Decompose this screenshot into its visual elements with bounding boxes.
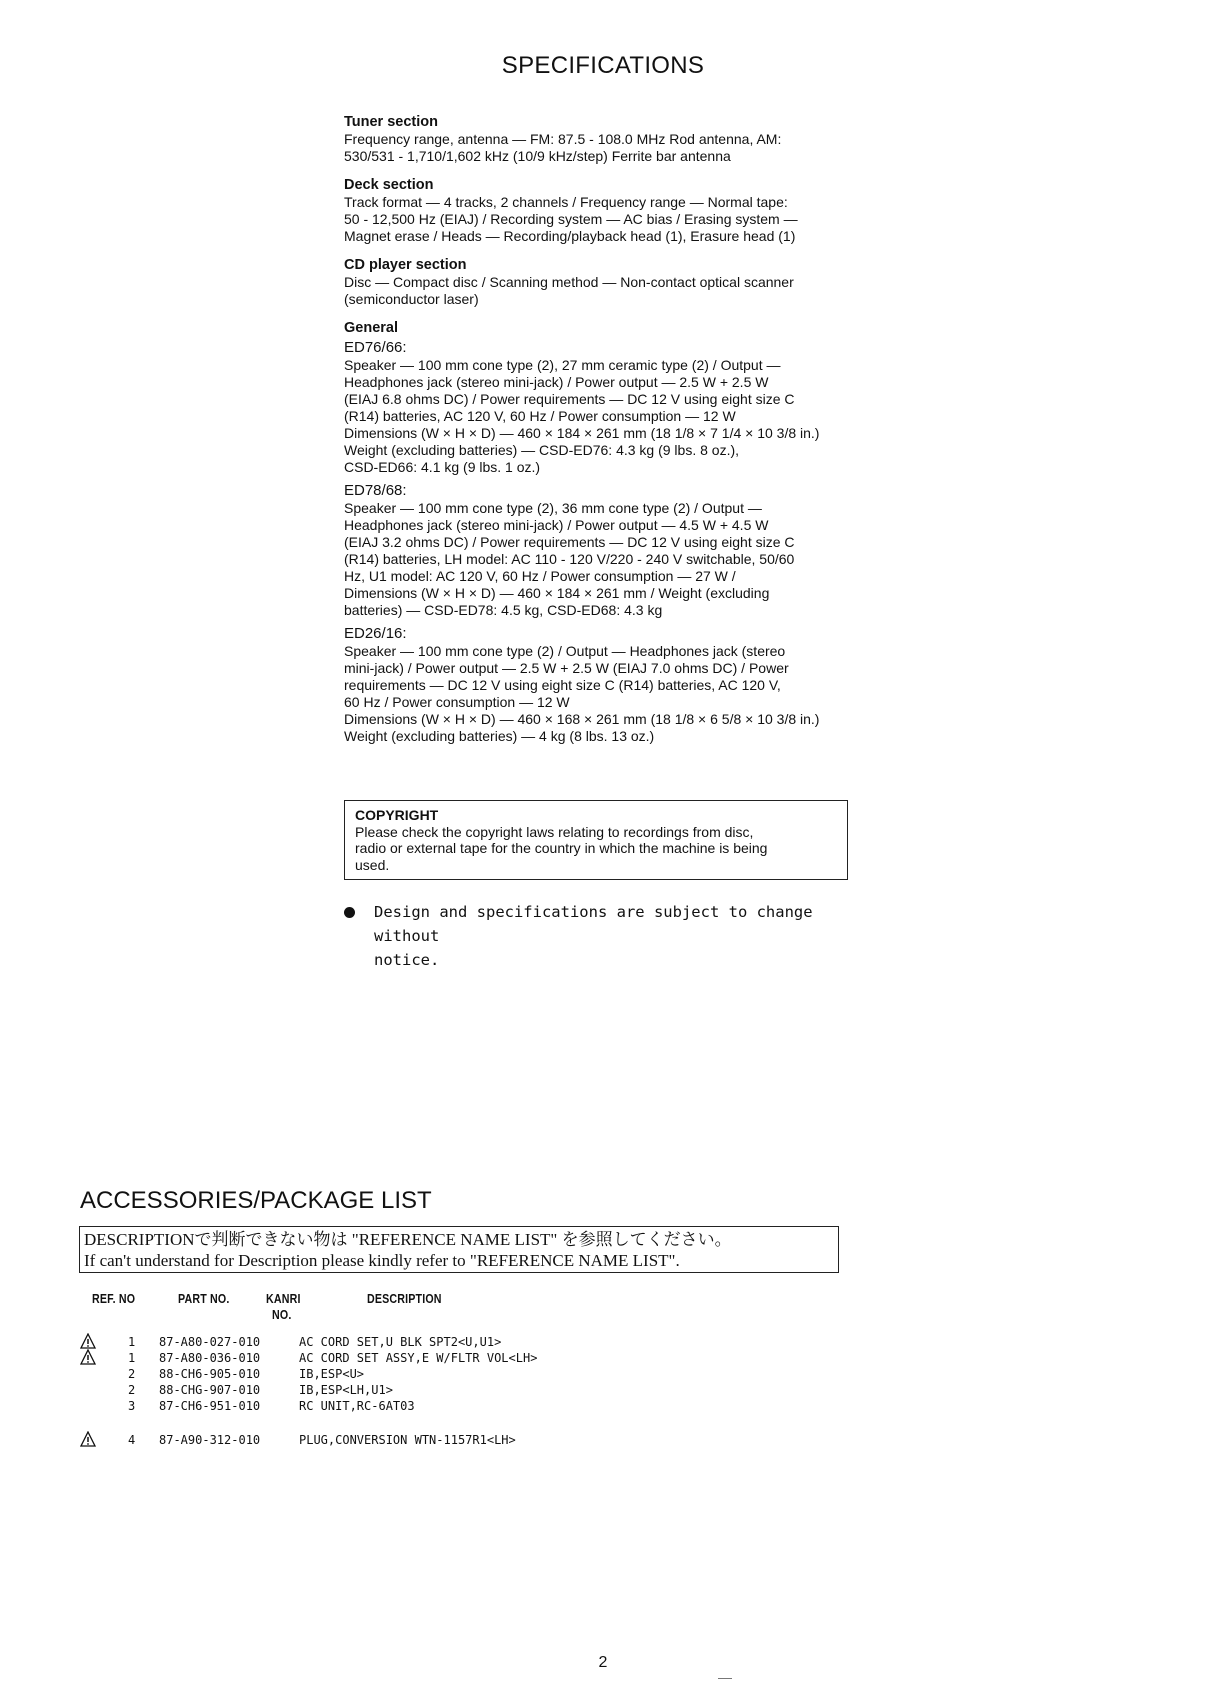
- reference-note-en: If can't understand for Description please kindly refer to "REFERENCE NAME LIST".: [84, 1251, 680, 1270]
- spec-line: Disc — Compact disc / Scanning method — Non-contact optical scanner: [344, 274, 794, 290]
- spec-line: (R14) batteries, LH model: AC 110 - 120 V/220 - 240 V switchable, 50/60: [344, 551, 795, 567]
- section-heading: General: [344, 320, 398, 336]
- spec-line: Hz, U1 model: AC 120 V, 60 Hz / Power consumption — 27 W /: [344, 568, 736, 584]
- notice-line: notice.: [374, 951, 440, 969]
- spec-line: (EIAJ 3.2 ohms DC) / Power requirements — DC 12 V using eight size C: [344, 534, 795, 550]
- ref-no: 4: [128, 1433, 136, 1447]
- ref-no: 2: [128, 1383, 136, 1397]
- table-row: [80, 1367, 840, 1383]
- cd-section: [344, 257, 854, 308]
- ref-no: 1: [128, 1335, 136, 1349]
- section-heading: Deck section: [344, 177, 434, 193]
- part-no: 87-A80-036-010: [159, 1351, 261, 1365]
- description: PLUG,CONVERSION WTN-1157R1<LH>: [299, 1433, 516, 1447]
- spec-line: Headphones jack (stereo mini-jack) / Power output — 4.5 W + 4.5 W: [344, 517, 769, 533]
- reference-note-jp: DESCRIPTIONで判断できない物は "REFERENCE NAME LIST" を参照してください。: [84, 1230, 732, 1249]
- spec-line: Dimensions (W × H × D) — 460 × 184 × 261 mm / Weight (excluding: [344, 585, 770, 601]
- spec-line: Dimensions (W × H × D) — 460 × 184 × 261 mm (18 1/8 × 7 1/4 × 10 3/8 in.): [344, 425, 820, 441]
- deck-section: [344, 177, 854, 245]
- spec-line: Speaker — 100 mm cone type (2), 36 mm cone type (2) / Output —: [344, 500, 762, 516]
- accessories-title: ACCESSORIES/PACKAGE LIST: [80, 1187, 432, 1214]
- description: AC CORD SET,U BLK SPT2<U,U1>: [299, 1335, 502, 1349]
- spec-line: Speaker — 100 mm cone type (2) / Output — Headphones jack (stereo: [344, 643, 786, 659]
- col-header-kanri-no: NO.: [272, 1307, 292, 1322]
- table-row: [80, 1399, 840, 1415]
- spec-line: (R14) batteries, AC 120 V, 60 Hz / Power consumption — 12 W: [344, 408, 736, 424]
- section-heading: Tuner section: [344, 114, 438, 130]
- spec-line: requirements — DC 12 V using eight size C (R14) batteries, AC 120 V,: [344, 677, 781, 693]
- description: IB,ESP<U>: [299, 1367, 365, 1381]
- col-header-ref: REF. NO: [92, 1291, 136, 1306]
- spec-line: Weight (excluding batteries) — CSD-ED76: 4.3 kg (9 lbs. 8 oz.),: [344, 442, 740, 458]
- spec-line: Frequency range, antenna — FM: 87.5 - 108.0 MHz Rod antenna, AM:: [344, 131, 782, 147]
- part-no: 87-A90-312-010: [159, 1433, 261, 1447]
- ref-no: 1: [128, 1351, 136, 1365]
- tuner-section: [344, 114, 854, 165]
- col-header-desc: DESCRIPTION: [367, 1291, 442, 1306]
- section-heading: CD player section: [344, 257, 467, 273]
- page-number: 2: [598, 1654, 608, 1671]
- spec-line: (semiconductor laser): [344, 291, 479, 307]
- change-notice: [344, 900, 824, 972]
- warning-triangle-icon: [80, 1333, 96, 1349]
- ref-no: 2: [128, 1367, 136, 1381]
- copyright-line: Please check the copyright laws relating to recordings from disc,: [355, 823, 754, 840]
- table-row: [80, 1335, 840, 1351]
- copyright-heading: COPYRIGHT: [355, 807, 439, 823]
- warning-triangle-icon: [80, 1349, 96, 1365]
- spec-line: CSD-ED66: 4.1 kg (9 lbs. 1 oz.): [344, 459, 541, 475]
- spec-line: Track format — 4 tracks, 2 channels / Frequency range — Normal tape:: [344, 194, 788, 210]
- model-name: ED78/68:: [344, 482, 407, 499]
- part-no: 88-CHG-907-010: [159, 1383, 261, 1397]
- copyright-line: radio or external tape for the country in which the machine is being: [355, 840, 768, 856]
- description: RC UNIT,RC-6AT03: [299, 1399, 415, 1413]
- table-row: [80, 1433, 840, 1449]
- spec-line: Weight (excluding batteries) — 4 kg (8 lbs. 13 oz.): [344, 728, 655, 744]
- spec-line: Magnet erase / Heads — Recording/playback head (1), Erasure head (1): [344, 228, 796, 244]
- scan-artifact: [718, 1678, 732, 1679]
- table-row: [80, 1383, 840, 1399]
- spec-line: (EIAJ 6.8 ohms DC) / Power requirements — DC 12 V using eight size C: [344, 391, 795, 407]
- spec-line: batteries) — CSD-ED78: 4.5 kg, CSD-ED68: 4.3 kg: [344, 602, 663, 618]
- model-name: ED76/66:: [344, 339, 407, 356]
- col-header-kanri: KANRI: [266, 1291, 301, 1306]
- spec-line: 530/531 - 1,710/1,602 kHz (10/9 kHz/step) Ferrite bar antenna: [344, 148, 731, 164]
- general-section: [344, 320, 854, 745]
- copyright-box: [344, 800, 848, 880]
- part-no: 87-CH6-951-010: [159, 1399, 261, 1413]
- spec-line: Dimensions (W × H × D) — 460 × 168 × 261 mm (18 1/8 × 6 5/8 × 10 3/8 in.): [344, 711, 820, 727]
- description: IB,ESP<LH,U1>: [299, 1383, 393, 1397]
- table-row: [80, 1351, 840, 1367]
- part-no: 88-CH6-905-010: [159, 1367, 261, 1381]
- copyright-line: used.: [355, 856, 390, 873]
- bullet-icon: [344, 907, 355, 918]
- spec-line: Headphones jack (stereo mini-jack) / Power output — 2.5 W + 2.5 W: [344, 374, 769, 390]
- spec-line: 60 Hz / Power consumption — 12 W: [344, 694, 570, 710]
- description: AC CORD SET ASSY,E W/FLTR VOL<LH>: [299, 1351, 538, 1365]
- specifications-body: [344, 114, 854, 745]
- page-title: SPECIFICATIONS: [501, 52, 705, 79]
- col-header-part: PART NO.: [178, 1291, 230, 1306]
- reference-note-box: [79, 1226, 839, 1273]
- part-no: 87-A80-027-010: [159, 1335, 261, 1349]
- notice-line: Design and specifications are subject to change without: [374, 903, 813, 945]
- warning-triangle-icon: [80, 1431, 96, 1447]
- model-name: ED26/16:: [344, 625, 407, 642]
- ref-no: 3: [128, 1399, 136, 1413]
- spec-line: Speaker — 100 mm cone type (2), 27 mm ceramic type (2) / Output —: [344, 357, 781, 373]
- spec-line: mini-jack) / Power output — 2.5 W + 2.5 W (EIAJ 7.0 ohms DC) / Power: [344, 660, 789, 676]
- spec-line: 50 - 12,500 Hz (EIAJ) / Recording system — AC bias / Erasing system —: [344, 211, 798, 227]
